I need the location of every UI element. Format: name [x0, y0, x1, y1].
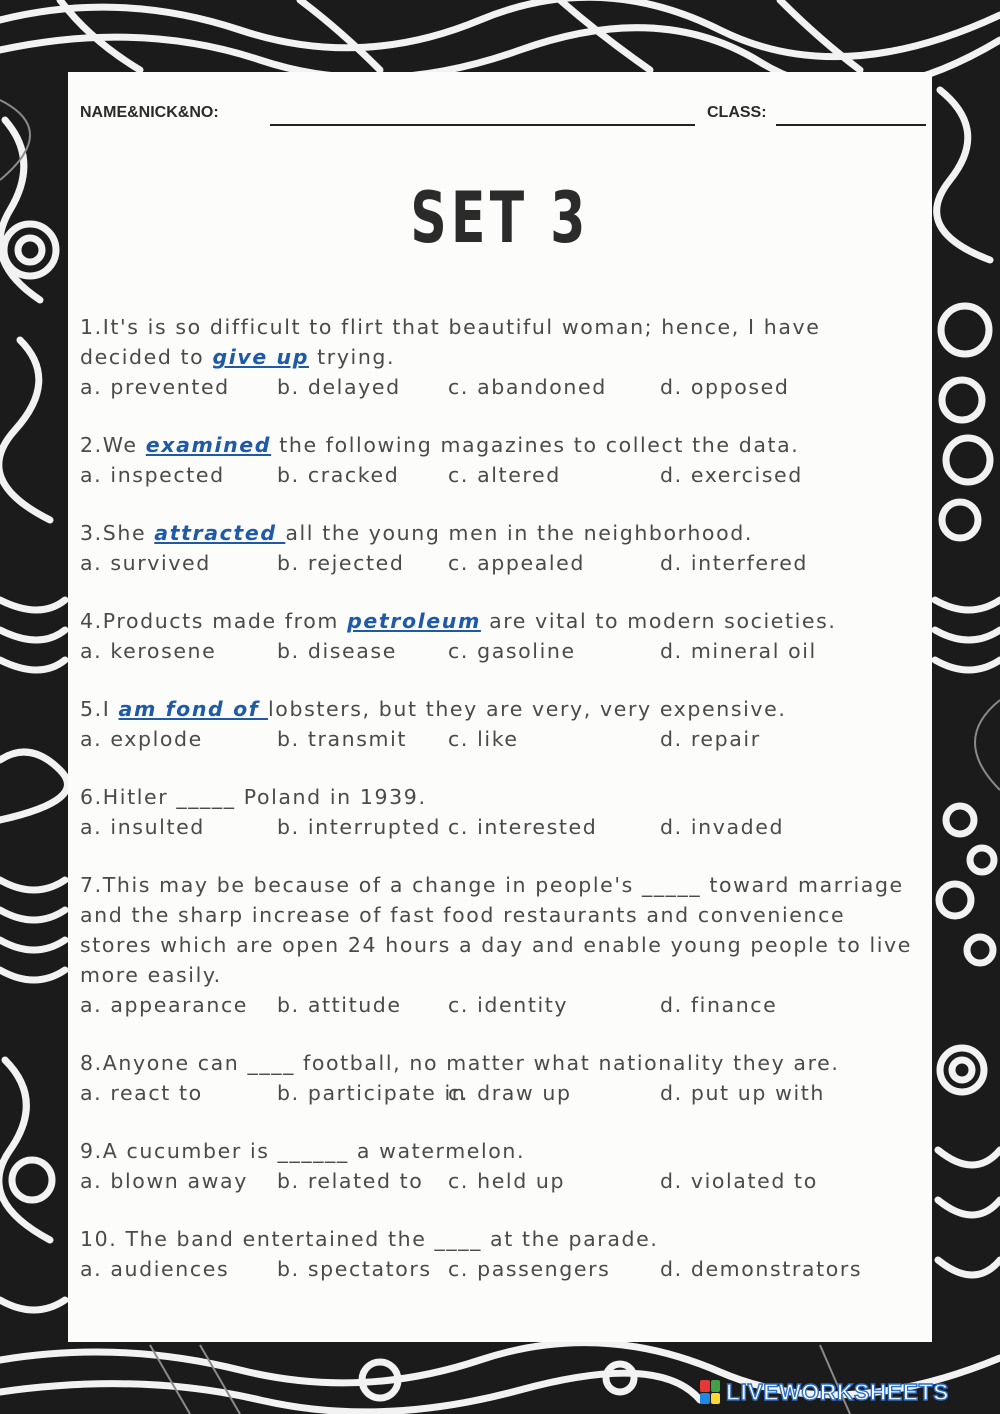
question-stem: [80, 430, 920, 460]
answer-option: b. interrupted: [277, 815, 441, 839]
answer-option: a. appearance: [80, 993, 249, 1017]
answer-option: d. invaded: [660, 815, 785, 839]
stem-text: 4.Products made from: [80, 609, 348, 633]
question-stem: [80, 606, 920, 636]
logo-square: [700, 1393, 710, 1405]
logo-square: [711, 1393, 721, 1405]
answer-option: b. related to: [277, 1169, 424, 1193]
stem-text: 1.It's is so difficult to flirt that beautiful woman; hence, I have decided to: [80, 315, 821, 369]
answer-option: b. spectators: [277, 1257, 432, 1281]
answer-option: c. gasoline: [448, 639, 576, 663]
highlighted-term: petroleum: [347, 609, 481, 633]
answer-option: c. altered: [448, 463, 561, 487]
answer-options: [80, 990, 920, 1020]
logo-square: [711, 1380, 721, 1392]
answer-option: a. explode: [80, 727, 203, 751]
answer-option: b. transmit: [277, 727, 408, 751]
answer-option: a. audiences: [80, 1257, 230, 1281]
answer-options: [80, 460, 920, 490]
stem-text: the following magazines to collect the data.: [271, 433, 800, 457]
stem-text: 6.Hitler _____ Poland in 1939.: [80, 785, 427, 809]
worksheet-paper: [68, 72, 932, 1342]
question-item: [80, 870, 920, 1020]
stem-text: 7.This may be because of a change in people's _____ toward marriage and the sharp increase of fast food restaurants and convenience stores which are open 24 hours a day and enable young people to live more easily.: [80, 873, 912, 987]
answer-options: [80, 548, 920, 578]
highlighted-term: examined: [145, 433, 272, 457]
stem-text: are vital to modern societies.: [480, 609, 837, 633]
question-item: [80, 430, 920, 490]
answer-option: d. put up with: [660, 1081, 826, 1105]
answer-option: d. repair: [660, 727, 761, 751]
answer-option: d. mineral oil: [660, 639, 817, 663]
answer-option: c. draw up: [448, 1081, 572, 1105]
answer-option: d. demonstrators: [660, 1257, 863, 1281]
question-item: [80, 782, 920, 842]
liveworksheets-watermark: [700, 1378, 949, 1406]
answer-option: a. survived: [80, 551, 211, 575]
stem-text: 3.She: [80, 521, 155, 545]
answer-option: c. passengers: [448, 1257, 611, 1281]
answer-option: d. violated to: [660, 1169, 818, 1193]
answer-options: [80, 636, 920, 666]
answer-option: a. inspected: [80, 463, 225, 487]
class-blank-line: [776, 124, 926, 126]
question-item: [80, 1136, 920, 1196]
stem-text: lobsters, but they are very, very expensive.: [268, 697, 787, 721]
highlighted-term: give up: [212, 345, 310, 369]
answer-options: [80, 372, 920, 402]
answer-option: a. kerosene: [80, 639, 217, 663]
answer-options: [80, 724, 920, 754]
stem-text: 9.A cucumber is ______ a watermelon.: [80, 1139, 526, 1163]
question-stem: [80, 1224, 920, 1254]
watermark-text: LIVEWORKSHEETS: [726, 1378, 949, 1405]
answer-option: a. blown away: [80, 1169, 248, 1193]
name-blank-line: [270, 124, 695, 126]
stem-text: trying.: [309, 345, 396, 369]
question-stem: [80, 870, 920, 990]
question-item: [80, 606, 920, 666]
class-label: CLASS:: [707, 104, 767, 121]
answer-option: c. appealed: [448, 551, 585, 575]
question-item: [80, 518, 920, 578]
answer-option: a. insulted: [80, 815, 205, 839]
question-item: [80, 1048, 920, 1108]
answer-option: c. identity: [448, 993, 569, 1017]
question-item: [80, 694, 920, 754]
question-list: [80, 312, 920, 1312]
answer-option: d. opposed: [660, 375, 790, 399]
stem-text: 5.I: [80, 697, 119, 721]
answer-option: b. delayed: [277, 375, 401, 399]
stem-text: 8.Anyone can ____ football, no matter what nationality they are.: [80, 1051, 840, 1075]
answer-option: b. attitude: [277, 993, 402, 1017]
question-stem: [80, 1136, 920, 1166]
answer-option: b. rejected: [277, 551, 405, 575]
liveworksheets-logo-icon: [700, 1380, 720, 1404]
answer-options: [80, 1254, 920, 1284]
worksheet-title: SET 3: [410, 177, 590, 259]
stem-text: all the young men in the neighborhood.: [285, 521, 753, 545]
question-item: [80, 1224, 920, 1284]
answer-option: c. like: [448, 727, 519, 751]
name-label: NAME&NICK&NO:: [80, 104, 219, 121]
answer-options: [80, 1078, 920, 1108]
answer-option: d. finance: [660, 993, 778, 1017]
question-item: [80, 312, 920, 402]
answer-option: c. abandoned: [448, 375, 607, 399]
highlighted-term: attracted: [154, 521, 286, 545]
answer-option: b. cracked: [277, 463, 400, 487]
answer-options: [80, 1166, 920, 1196]
answer-option: a. react to: [80, 1081, 203, 1105]
answer-option: d. interfered: [660, 551, 809, 575]
question-stem: [80, 782, 920, 812]
stem-text: 10. The band entertained the ____ at the parade.: [80, 1227, 659, 1251]
answer-option: a. prevented: [80, 375, 230, 399]
student-info-header: [80, 100, 916, 128]
logo-square: [700, 1380, 710, 1392]
highlighted-term: am fond of: [118, 697, 269, 721]
question-stem: [80, 312, 920, 372]
answer-option: d. exercised: [660, 463, 803, 487]
answer-option: b. participate in: [277, 1081, 467, 1105]
answer-option: b. disease: [277, 639, 397, 663]
answer-options: [80, 812, 920, 842]
question-stem: [80, 1048, 920, 1078]
answer-option: c. held up: [448, 1169, 566, 1193]
answer-option: c. interested: [448, 815, 598, 839]
question-stem: [80, 694, 920, 724]
question-stem: [80, 518, 920, 548]
stem-text: 2.We: [80, 433, 146, 457]
